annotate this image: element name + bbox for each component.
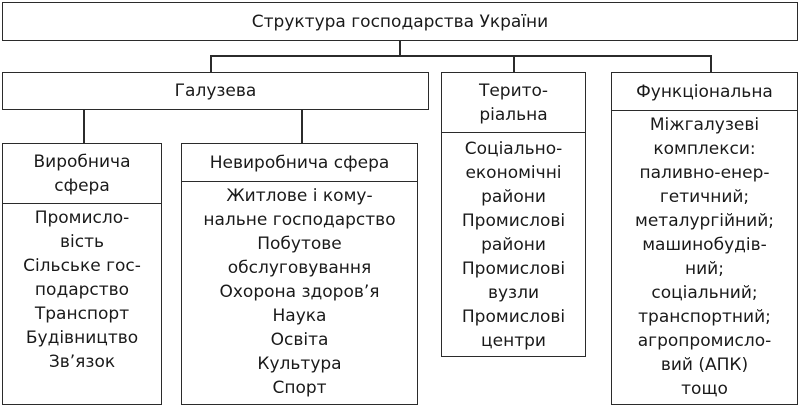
vyrobnycha-item-line: Транспорт (34, 304, 130, 324)
connector-to-galuzeva (210, 55, 212, 72)
funktsionalna-title: Функціональна (636, 81, 773, 102)
vyrobnycha-item-line: Сільське гос- (23, 256, 141, 276)
funktsionalna-item-line: Міжгалузеві (649, 115, 760, 135)
nevyrobnycha-title: Невиробнича сфера (209, 152, 390, 173)
funktsionalna-item-line: вий (АПК) (660, 355, 749, 375)
vyrobnycha-items-box (2, 203, 162, 405)
funktsionalna-item-line: машинобудів- (642, 235, 767, 255)
terytorialna-item-line: Промислові (461, 211, 566, 231)
terytorialna-item-line: райони (481, 187, 546, 207)
nevyrobnycha-header-box (181, 143, 418, 182)
nevyrobnycha-item-line: Побутове (257, 234, 342, 254)
terytorialna-item-line: райони (481, 235, 546, 255)
funktsionalna-header-box (611, 72, 798, 111)
nevyrobnycha-item-line: Культура (257, 354, 342, 374)
funktsionalna-item-line: паливно-енер- (639, 163, 770, 183)
vyrobnycha-item-line: вість (59, 232, 104, 252)
terytorialna-item-line: Промислові (461, 259, 566, 279)
vyrobnycha-title-line-2: сфера (54, 175, 110, 196)
root-title: Структура господарства України (251, 11, 549, 32)
terytorialna-header-box (441, 72, 586, 133)
terytorialna-item-line: Промислові (461, 307, 566, 327)
funktsionalna-items-box (611, 110, 798, 405)
nevyrobnycha-item-line: Наука (272, 306, 327, 326)
funktsionalna-item-line: комплекси: (653, 139, 756, 159)
nevyrobnycha-item-line: обслуговування (227, 258, 372, 278)
funktsionalna-item-line: соціальний; (651, 283, 758, 303)
galuzeva-title: Галузева (174, 81, 257, 101)
terytorialna-title-line-2: ріальна (479, 104, 548, 125)
terytorialna-item-line: центри (481, 331, 546, 351)
vyrobnycha-title-line-1: Виробнича (33, 151, 131, 172)
funktsionalna-item-line: металургійний; (635, 211, 774, 231)
nevyrobnycha-item-line: Житлове і кому- (226, 186, 373, 206)
connector-to-nevyrobnycha (301, 110, 303, 143)
vyrobnycha-item-line: Зв’язок (48, 352, 116, 372)
galuzeva-box (2, 72, 429, 110)
connector-horizontal-bar (210, 55, 711, 57)
terytorialna-item-line: економічні (465, 163, 562, 183)
vyrobnycha-item-line: подарство (34, 280, 130, 300)
funktsionalna-item-line: транспортний; (638, 307, 771, 327)
nevyrobnycha-items-box (181, 181, 418, 405)
vyrobnycha-header-box (2, 143, 162, 204)
funktsionalna-item-line: гетичний; (659, 187, 750, 207)
vyrobnycha-item-line: Будівництво (25, 328, 139, 348)
funktsionalna-item-line: тощо (681, 379, 728, 399)
terytorialna-title-line-1: Терито- (478, 80, 549, 101)
nevyrobnycha-item-line: Спорт (272, 378, 327, 398)
terytorialna-item-line: вузли (487, 283, 540, 303)
connector-to-vyrobnycha (83, 110, 85, 143)
terytorialna-items-box (441, 132, 586, 357)
connector-root-down (399, 41, 401, 56)
connector-to-terytorialna (513, 55, 515, 72)
connector-to-funktsionalna (710, 55, 712, 72)
root-box (2, 2, 798, 41)
nevyrobnycha-item-line: нальне господарство (203, 210, 396, 230)
nevyrobnycha-item-line: Освіта (270, 330, 329, 350)
nevyrobnycha-item-line: Охорона здоров’я (219, 282, 380, 302)
funktsionalna-item-line: агропромисло- (637, 331, 772, 351)
funktsionalna-item-line: ний; (685, 259, 724, 279)
terytorialna-item-line: Соціально- (464, 139, 563, 159)
vyrobnycha-item-line: Промисло- (34, 208, 130, 228)
